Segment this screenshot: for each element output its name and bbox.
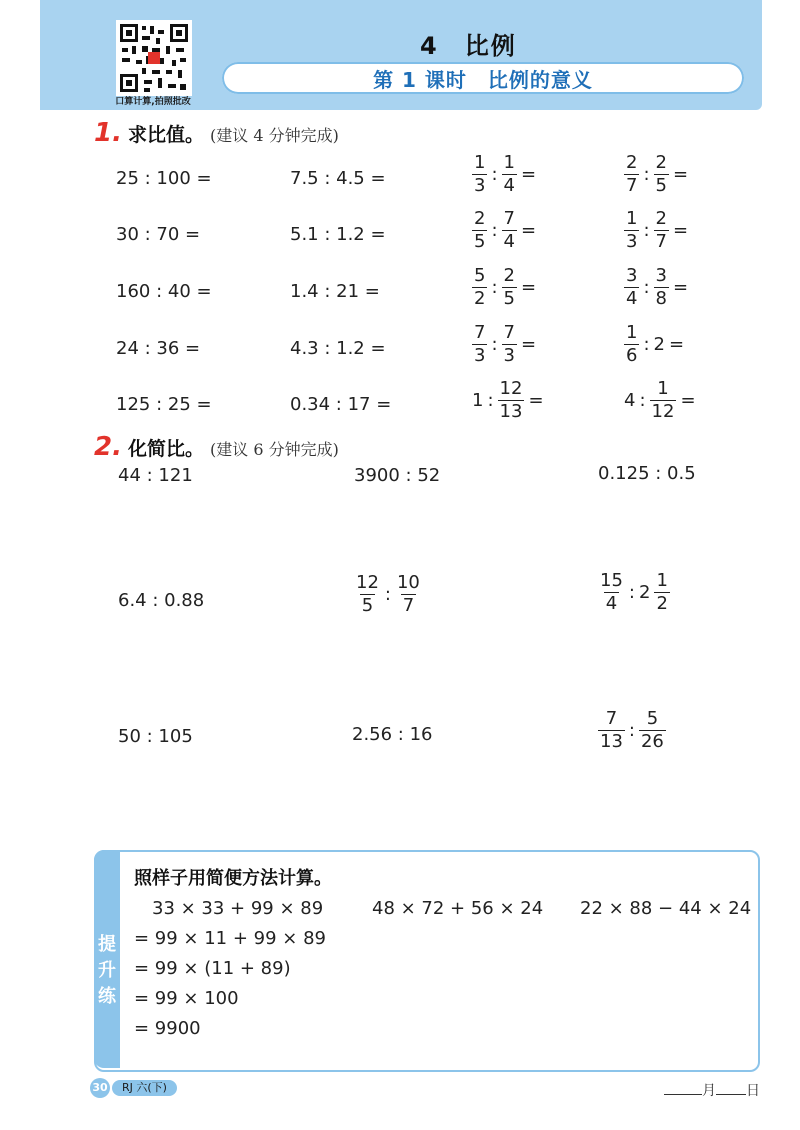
s1-r2-c4: $\frac{1}{3}$ : $\frac{2}{7}$ = <box>626 208 689 252</box>
fraction: $\frac{1}{4}$ <box>503 152 515 196</box>
s2-r1-c2: 3900 : 52 <box>354 465 441 486</box>
example-line: = 99 × (11 + 89) <box>134 958 291 979</box>
page-number: 30 <box>90 1078 110 1098</box>
day-blank[interactable] <box>716 1094 746 1095</box>
s2-r3-c1: 50 : 105 <box>118 726 193 747</box>
month-label: 月 <box>702 1083 716 1099</box>
day-label: 日 <box>746 1083 760 1099</box>
date-fill <box>664 1080 760 1100</box>
example-line: = 9900 <box>134 1018 201 1039</box>
example-line: = 99 × 11 + 99 × 89 <box>134 928 326 949</box>
section2-title: 化简比。 <box>127 438 204 460</box>
s2-r1-c1: 44 : 121 <box>118 465 193 486</box>
fraction: $\frac{5}{26}$ <box>640 708 664 752</box>
practice-task: 48 × 72 + 56 × 24 <box>372 898 544 919</box>
section1-title: 求比值。 <box>127 124 204 146</box>
fraction: $\frac{2}{5}$ <box>474 208 486 252</box>
s1-r4-c4: $\frac{1}{6}$ : 2 = <box>626 322 685 366</box>
fraction: $\frac{12}{13}$ <box>499 378 523 422</box>
fraction: $\frac{1}{12}$ <box>651 378 675 422</box>
s1-r5-c2: 0.34 : 17 = <box>290 394 392 415</box>
fraction: $\frac{10}{7}$ <box>396 572 420 616</box>
s1-r5-c4: 4 : $\frac{1}{12}$ = <box>624 378 696 422</box>
s2-r2-c3: $\frac{15}{4}$ : 2 $\frac{1}{2}$ <box>600 570 668 614</box>
s2-r3-c2: 2.56 : 16 <box>352 724 433 745</box>
fraction: $\frac{7}{4}$ <box>503 208 515 252</box>
s1-r4-c2: 4.3 : 1.2 = <box>290 338 386 359</box>
s1-r4-c3: $\frac{7}{3}$ : $\frac{7}{3}$ = <box>474 322 537 366</box>
qr-code[interactable] <box>116 20 192 96</box>
fraction: $\frac{2}{5}$ <box>655 152 667 196</box>
s1-r2-c3: $\frac{2}{5}$ : $\frac{7}{4}$ = <box>474 208 537 252</box>
s1-r1-c1: 25 : 100 = <box>116 168 212 189</box>
section1-number: 1. <box>94 118 122 148</box>
example-line: 33 × 33 + 99 × 89 <box>152 898 324 919</box>
s1-r3-c2: 1.4 : 21 = <box>290 281 380 302</box>
lesson-title: 第 1 课时 比例的意义 <box>373 68 593 92</box>
month-blank[interactable] <box>664 1094 702 1095</box>
s1-r3-c1: 160 : 40 = <box>116 281 212 302</box>
s1-r3-c4: $\frac{3}{4}$ : $\frac{3}{8}$ = <box>626 265 689 309</box>
fraction: $\frac{2}{7}$ <box>655 208 667 252</box>
practice-side-char: 升 <box>98 960 116 981</box>
fraction: $\frac{2}{7}$ <box>626 152 638 196</box>
s1-r4-c1: 24 : 36 = <box>116 338 201 359</box>
qr-caption: 口算计算,拍照批改 <box>115 97 191 107</box>
practice-side-char: 练 <box>98 986 116 1007</box>
s2-r3-c3: $\frac{7}{13}$ : $\frac{5}{26}$ <box>600 708 664 752</box>
fraction: $\frac{3}{8}$ <box>655 265 667 309</box>
example-line: = 99 × 100 <box>134 988 239 1009</box>
fraction: $\frac{1}{2}$ <box>656 570 668 614</box>
s1-r2-c1: 30 : 70 = <box>116 224 201 245</box>
fraction: $\frac{3}{4}$ <box>626 265 638 309</box>
section2-heading <box>94 432 339 462</box>
section2-number: 2. <box>94 432 122 462</box>
chapter-title: 4 比例 <box>420 32 517 60</box>
section1-note: (建议 4 分钟完成) <box>209 126 339 145</box>
fraction: $\frac{7}{13}$ <box>600 708 623 752</box>
practice-side-char: 提 <box>98 934 116 955</box>
s1-r2-c2: 5.1 : 1.2 = <box>290 224 386 245</box>
s1-r1-c3: $\frac{1}{3}$ : $\frac{1}{4}$ = <box>474 152 537 196</box>
fraction: $\frac{12}{5}$ <box>356 572 379 616</box>
fraction: $\frac{2}{5}$ <box>503 265 515 309</box>
s1-r5-c1: 125 : 25 = <box>116 394 212 415</box>
s1-r1-c4: $\frac{2}{7}$ : $\frac{2}{5}$ = <box>626 152 689 196</box>
s2-r1-c3: 0.125 : 0.5 <box>598 463 696 484</box>
s1-r3-c3: $\frac{5}{2}$ : $\frac{2}{5}$ = <box>474 265 537 309</box>
s2-r2-c1: 6.4 : 0.88 <box>118 590 205 611</box>
fraction: $\frac{7}{3}$ <box>503 322 515 366</box>
practice-task: 22 × 88 − 44 × 24 <box>580 898 752 919</box>
edition-tag: RJ 六(下) <box>112 1080 177 1096</box>
practice-title: 照样子用简便方法计算。 <box>134 868 332 889</box>
fraction: $\frac{1}{3}$ <box>626 208 638 252</box>
s1-r5-c3: 1 : $\frac{12}{13}$ = <box>472 378 544 422</box>
fraction: $\frac{1}{3}$ <box>474 152 486 196</box>
section1-heading <box>94 118 339 148</box>
section2-note: (建议 6 分钟完成) <box>209 440 339 459</box>
s1-r1-c2: 7.5 : 4.5 = <box>290 168 386 189</box>
fraction: $\frac{1}{6}$ <box>626 322 638 366</box>
fraction: $\frac{5}{2}$ <box>474 265 486 309</box>
s2-r2-c2: $\frac{12}{5}$ : $\frac{10}{7}$ <box>356 572 420 616</box>
fraction: $\frac{7}{3}$ <box>474 322 486 366</box>
fraction: $\frac{15}{4}$ <box>600 570 623 614</box>
